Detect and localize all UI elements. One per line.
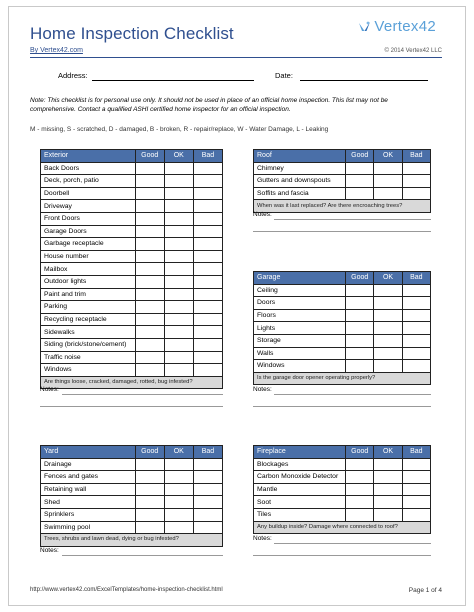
checklist-row: [254, 334, 431, 347]
rating-cell-ok[interactable]: [164, 200, 193, 213]
item-label: Back Doors: [41, 162, 136, 175]
address-label: Address:: [58, 71, 88, 80]
column-header-bad: Bad: [402, 272, 430, 285]
exterior-checklist: [40, 149, 223, 389]
rating-cell-bad[interactable]: [193, 338, 222, 351]
fireplace-checklist: [253, 445, 431, 534]
rating-cell-bad[interactable]: [402, 175, 430, 188]
item-label: Swimming pool: [41, 521, 136, 534]
logo-text: Vertex42: [374, 18, 436, 35]
garage-notes-line[interactable]: [253, 406, 431, 407]
column-header-ok: OK: [164, 446, 193, 459]
rating-cell-bad[interactable]: [193, 238, 222, 251]
checklist-row: [41, 275, 223, 288]
checklist-row: [254, 471, 431, 484]
rating-cell-ok[interactable]: [374, 508, 402, 521]
item-label: Drainage: [41, 458, 136, 471]
fireplace-notes-label: Notes:: [253, 535, 272, 542]
item-label: Traffic noise: [41, 351, 136, 364]
rating-cell-ok[interactable]: [374, 458, 402, 471]
rating-cell-good[interactable]: [346, 322, 374, 335]
rating-cell-good[interactable]: [346, 187, 374, 200]
checklist-row: [41, 351, 223, 364]
rating-cell-good[interactable]: [135, 458, 164, 471]
rating-cell-ok[interactable]: [164, 521, 193, 534]
checklist-row: [41, 288, 223, 301]
rating-cell-bad[interactable]: [193, 521, 222, 534]
rating-cell-good[interactable]: [135, 200, 164, 213]
checklist-row: [41, 458, 223, 471]
rating-cell-good[interactable]: [346, 309, 374, 322]
rating-cell-good[interactable]: [135, 212, 164, 225]
rating-cell-ok[interactable]: [164, 212, 193, 225]
roof-checklist: [253, 149, 431, 213]
checklist-row: [41, 187, 223, 200]
checklist-row: [41, 496, 223, 509]
rating-cell-bad[interactable]: [402, 187, 430, 200]
checklist-row: [41, 200, 223, 213]
byline-link[interactable]: By Vertex42.com: [30, 47, 83, 54]
column-header-bad: Bad: [193, 446, 222, 459]
rating-cell-bad[interactable]: [402, 471, 430, 484]
column-header-good: Good: [346, 446, 374, 459]
rating-cell-good[interactable]: [135, 508, 164, 521]
rating-cell-good[interactable]: [135, 225, 164, 238]
rating-cell-good[interactable]: [346, 284, 374, 297]
rating-cell-ok[interactable]: [374, 483, 402, 496]
roof-notes-line[interactable]: [253, 231, 431, 232]
rating-cell-ok[interactable]: [374, 347, 402, 360]
rating-cell-good[interactable]: [346, 334, 374, 347]
rating-cell-good[interactable]: [135, 263, 164, 276]
yard-question: Trees, shrubs and lawn dead, dying or bug infested?: [41, 534, 223, 547]
rating-cell-ok[interactable]: [164, 351, 193, 364]
rating-cell-ok[interactable]: [164, 458, 193, 471]
item-label: Fences and gates: [41, 471, 136, 484]
item-label: Mailbox: [41, 263, 136, 276]
rating-cell-bad[interactable]: [193, 250, 222, 263]
garage-notes-field[interactable]: [274, 394, 431, 395]
column-header-ok: OK: [164, 150, 193, 163]
rating-cell-bad[interactable]: [193, 471, 222, 484]
item-label: Doorbell: [41, 187, 136, 200]
column-header-bad: Bad: [402, 446, 430, 459]
item-label: Lights: [254, 322, 346, 335]
item-label: Windows: [254, 360, 346, 373]
rating-cell-bad[interactable]: [193, 313, 222, 326]
roof-question-row: [254, 200, 431, 213]
rating-cell-good[interactable]: [135, 521, 164, 534]
yard-question-row: [41, 534, 223, 547]
item-label: Deck, porch, patio: [41, 175, 136, 188]
rating-cell-ok[interactable]: [164, 162, 193, 175]
rating-cell-bad[interactable]: [402, 322, 430, 335]
checklist-row: [254, 162, 431, 175]
roof-question: When was it last replaced? Are there encroaching trees?: [254, 200, 431, 213]
rating-cell-good[interactable]: [135, 238, 164, 251]
item-label: Retaining wall: [41, 483, 136, 496]
rating-cell-bad[interactable]: [402, 483, 430, 496]
vertex42-logo: [358, 18, 436, 35]
rating-cell-ok[interactable]: [164, 288, 193, 301]
rating-cell-good[interactable]: [135, 483, 164, 496]
rating-cell-good[interactable]: [135, 496, 164, 509]
item-label: Chimney: [254, 162, 346, 175]
disclaimer-note: Note: This checklist is for personal use only. It should not be used in place of an official home inspection. This list may not be comprehensive. Contact a qualified ASHI certified home inspector for an official inspection.: [30, 97, 388, 113]
rating-cell-bad[interactable]: [193, 508, 222, 521]
item-label: Sprinklers: [41, 508, 136, 521]
rating-cell-bad[interactable]: [193, 458, 222, 471]
rating-cell-bad[interactable]: [402, 334, 430, 347]
logo-mark-icon: [358, 20, 371, 33]
rating-cell-ok[interactable]: [164, 508, 193, 521]
rating-cell-good[interactable]: [135, 301, 164, 314]
date-label: Date:: [275, 71, 293, 80]
item-label: Soffits and fascia: [254, 187, 346, 200]
checklist-row: [41, 175, 223, 188]
column-header-ok: OK: [374, 446, 402, 459]
rating-cell-ok[interactable]: [374, 496, 402, 509]
rating-cell-bad[interactable]: [193, 351, 222, 364]
rating-cell-bad[interactable]: [193, 275, 222, 288]
rating-cell-good[interactable]: [346, 347, 374, 360]
item-label: Ceiling: [254, 284, 346, 297]
checklist-row: [254, 284, 431, 297]
checklist-row: [41, 326, 223, 339]
rating-cell-good[interactable]: [135, 313, 164, 326]
fireplace-section-title: Fireplace: [254, 446, 346, 459]
rating-cell-ok[interactable]: [374, 187, 402, 200]
date-field[interactable]: [300, 80, 428, 81]
rating-cell-good[interactable]: [346, 175, 374, 188]
checklist-row: [41, 225, 223, 238]
roof-section-title: Roof: [254, 150, 346, 163]
rating-cell-bad[interactable]: [193, 212, 222, 225]
item-label: Parking: [41, 301, 136, 314]
rating-cell-ok[interactable]: [164, 313, 193, 326]
exterior-notes-line[interactable]: [40, 406, 223, 407]
rating-cell-bad[interactable]: [193, 175, 222, 188]
rating-cell-good[interactable]: [135, 326, 164, 339]
checklist-row: [254, 458, 431, 471]
rating-cell-ok[interactable]: [374, 175, 402, 188]
item-label: Carbon Monoxide Detector: [254, 471, 346, 484]
checklist-row: [254, 496, 431, 509]
roof-notes-label: Notes:: [253, 211, 272, 218]
address-field[interactable]: [92, 80, 254, 81]
rating-cell-bad[interactable]: [193, 301, 222, 314]
fireplace-question: Any buildup inside? Damage where connected to roof?: [254, 521, 431, 534]
item-label: Siding (brick/stone/cement): [41, 338, 136, 351]
rating-cell-ok[interactable]: [164, 263, 193, 276]
rating-cell-good[interactable]: [135, 351, 164, 364]
rating-cell-good[interactable]: [346, 496, 374, 509]
exterior-notes-field[interactable]: [62, 394, 223, 395]
column-header-good: Good: [135, 150, 164, 163]
column-header-good: Good: [135, 446, 164, 459]
rating-cell-good[interactable]: [135, 471, 164, 484]
exterior-question-row: [41, 376, 223, 389]
checklist-row: [254, 187, 431, 200]
rating-cell-bad[interactable]: [402, 162, 430, 175]
rating-cell-good[interactable]: [346, 471, 374, 484]
rating-cell-bad[interactable]: [193, 483, 222, 496]
exterior-section-title: Exterior: [41, 150, 136, 163]
rating-cell-good[interactable]: [135, 187, 164, 200]
rating-cell-ok[interactable]: [164, 326, 193, 339]
checklist-row: [41, 483, 223, 496]
item-label: Floors: [254, 309, 346, 322]
checklist-row: [41, 250, 223, 263]
rating-cell-bad[interactable]: [193, 263, 222, 276]
yard-checklist: [40, 445, 223, 547]
rating-cell-good[interactable]: [135, 275, 164, 288]
rating-cell-ok[interactable]: [374, 162, 402, 175]
rating-cell-ok[interactable]: [164, 496, 193, 509]
rating-cell-bad[interactable]: [193, 288, 222, 301]
copyright: © 2014 Vertex42 LLC: [384, 48, 442, 54]
page-title: Home Inspection Checklist: [30, 24, 234, 43]
column-header-ok: OK: [374, 272, 402, 285]
rating-cell-good[interactable]: [135, 162, 164, 175]
rating-cell-good[interactable]: [135, 338, 164, 351]
checklist-row: [254, 508, 431, 521]
rating-cell-ok[interactable]: [164, 275, 193, 288]
rating-cell-ok[interactable]: [374, 360, 402, 373]
rating-cell-bad[interactable]: [193, 225, 222, 238]
rating-cell-good[interactable]: [346, 297, 374, 310]
item-label: Doors: [254, 297, 346, 310]
fireplace-header-row: [254, 446, 431, 459]
rating-cell-good[interactable]: [346, 360, 374, 373]
checklist-row: [41, 212, 223, 225]
checklist-row: [41, 313, 223, 326]
exterior-notes-label: Notes:: [40, 386, 59, 393]
item-label: Paint and trim: [41, 288, 136, 301]
garage-question: Is the garage door opener operating properly?: [254, 372, 431, 385]
rating-cell-bad[interactable]: [402, 309, 430, 322]
item-label: Gutters and downspouts: [254, 175, 346, 188]
rating-cell-ok[interactable]: [374, 334, 402, 347]
rating-cell-bad[interactable]: [402, 458, 430, 471]
checklist-row: [254, 309, 431, 322]
checklist-row: [254, 347, 431, 360]
checklist-row: [41, 508, 223, 521]
rating-cell-bad[interactable]: [402, 508, 430, 521]
item-label: Garage Doors: [41, 225, 136, 238]
rating-cell-bad[interactable]: [402, 347, 430, 360]
rating-cell-good[interactable]: [135, 250, 164, 263]
column-header-bad: Bad: [402, 150, 430, 163]
roof-header-row: [254, 150, 431, 163]
checklist-row: [254, 297, 431, 310]
rating-cell-good[interactable]: [135, 288, 164, 301]
fireplace-notes-line[interactable]: [253, 555, 431, 556]
rating-cell-good[interactable]: [346, 162, 374, 175]
rating-cell-good[interactable]: [135, 175, 164, 188]
garage-header-row: [254, 272, 431, 285]
item-label: Shed: [41, 496, 136, 509]
garage-section-title: Garage: [254, 272, 346, 285]
item-label: Tiles: [254, 508, 346, 521]
rating-cell-ok[interactable]: [164, 301, 193, 314]
yard-notes-label: Notes:: [40, 547, 59, 554]
rating-cell-bad[interactable]: [402, 496, 430, 509]
item-label: Driveway: [41, 200, 136, 213]
item-label: Blockages: [254, 458, 346, 471]
item-label: Recycling receptacle: [41, 313, 136, 326]
checklist-row: [254, 483, 431, 496]
checklist-row: [41, 301, 223, 314]
rating-cell-ok[interactable]: [374, 471, 402, 484]
rating-cell-ok[interactable]: [164, 238, 193, 251]
fireplace-notes-field[interactable]: [274, 543, 431, 544]
yard-section-title: Yard: [41, 446, 136, 459]
rating-cell-good[interactable]: [346, 508, 374, 521]
checklist-row: [41, 471, 223, 484]
yard-notes-field[interactable]: [62, 555, 223, 556]
rating-cell-bad[interactable]: [193, 326, 222, 339]
checklist-row: [41, 364, 223, 377]
rating-cell-bad[interactable]: [193, 162, 222, 175]
rating-cell-bad[interactable]: [402, 297, 430, 310]
garage-notes-label: Notes:: [253, 386, 272, 393]
item-label: Sidewalks: [41, 326, 136, 339]
item-label: Walls: [254, 347, 346, 360]
item-label: Windows: [41, 364, 136, 377]
rating-cell-good[interactable]: [135, 364, 164, 377]
rating-cell-ok[interactable]: [164, 483, 193, 496]
rating-cell-bad[interactable]: [193, 364, 222, 377]
rating-cell-bad[interactable]: [402, 284, 430, 297]
rating-cell-ok[interactable]: [164, 225, 193, 238]
rating-cell-ok[interactable]: [374, 322, 402, 335]
checklist-row: [41, 521, 223, 534]
checklist-row: [254, 322, 431, 335]
rating-cell-ok[interactable]: [164, 250, 193, 263]
exterior-header-row: [41, 150, 223, 163]
checklist-row: [41, 238, 223, 251]
item-label: Soot: [254, 496, 346, 509]
item-label: Front Doors: [41, 212, 136, 225]
column-header-bad: Bad: [193, 150, 222, 163]
rating-cell-ok[interactable]: [164, 187, 193, 200]
checklist-row: [41, 162, 223, 175]
rating-cell-ok[interactable]: [374, 284, 402, 297]
column-header-good: Good: [346, 272, 374, 285]
exterior-question: Are things loose, cracked, damaged, rotted, bug infested?: [41, 376, 223, 389]
item-label: House number: [41, 250, 136, 263]
checklist-row: [254, 360, 431, 373]
page-number: Page 1 of 4: [408, 587, 442, 594]
rating-cell-ok[interactable]: [164, 471, 193, 484]
footer-url[interactable]: http://www.vertex42.com/ExcelTemplates/home-inspection-checklist.html: [30, 587, 223, 593]
rating-cell-ok[interactable]: [374, 297, 402, 310]
column-header-ok: OK: [374, 150, 402, 163]
rating-cell-good[interactable]: [346, 483, 374, 496]
checklist-row: [254, 175, 431, 188]
condition-legend: M - missing, S - scratched, D - damaged, B - broken, R - repair/replace, W - Water Damage, L - Leaking: [30, 126, 329, 133]
item-label: Mantle: [254, 483, 346, 496]
item-label: Outdoor lights: [41, 275, 136, 288]
fireplace-question-row: [254, 521, 431, 534]
garage-question-row: [254, 372, 431, 385]
rating-cell-bad[interactable]: [193, 200, 222, 213]
item-label: Garbage receptacle: [41, 238, 136, 251]
garage-checklist: [253, 271, 431, 385]
roof-notes-field[interactable]: [274, 219, 431, 220]
column-header-good: Good: [346, 150, 374, 163]
checklist-row: [41, 338, 223, 351]
rating-cell-bad[interactable]: [193, 187, 222, 200]
rating-cell-ok[interactable]: [374, 309, 402, 322]
rating-cell-good[interactable]: [346, 458, 374, 471]
rating-cell-ok[interactable]: [164, 364, 193, 377]
checklist-row: [41, 263, 223, 276]
rating-cell-ok[interactable]: [164, 175, 193, 188]
yard-header-row: [41, 446, 223, 459]
rating-cell-bad[interactable]: [402, 360, 430, 373]
rating-cell-ok[interactable]: [164, 338, 193, 351]
rating-cell-bad[interactable]: [193, 496, 222, 509]
item-label: Storage: [254, 334, 346, 347]
header-divider: [30, 57, 442, 58]
